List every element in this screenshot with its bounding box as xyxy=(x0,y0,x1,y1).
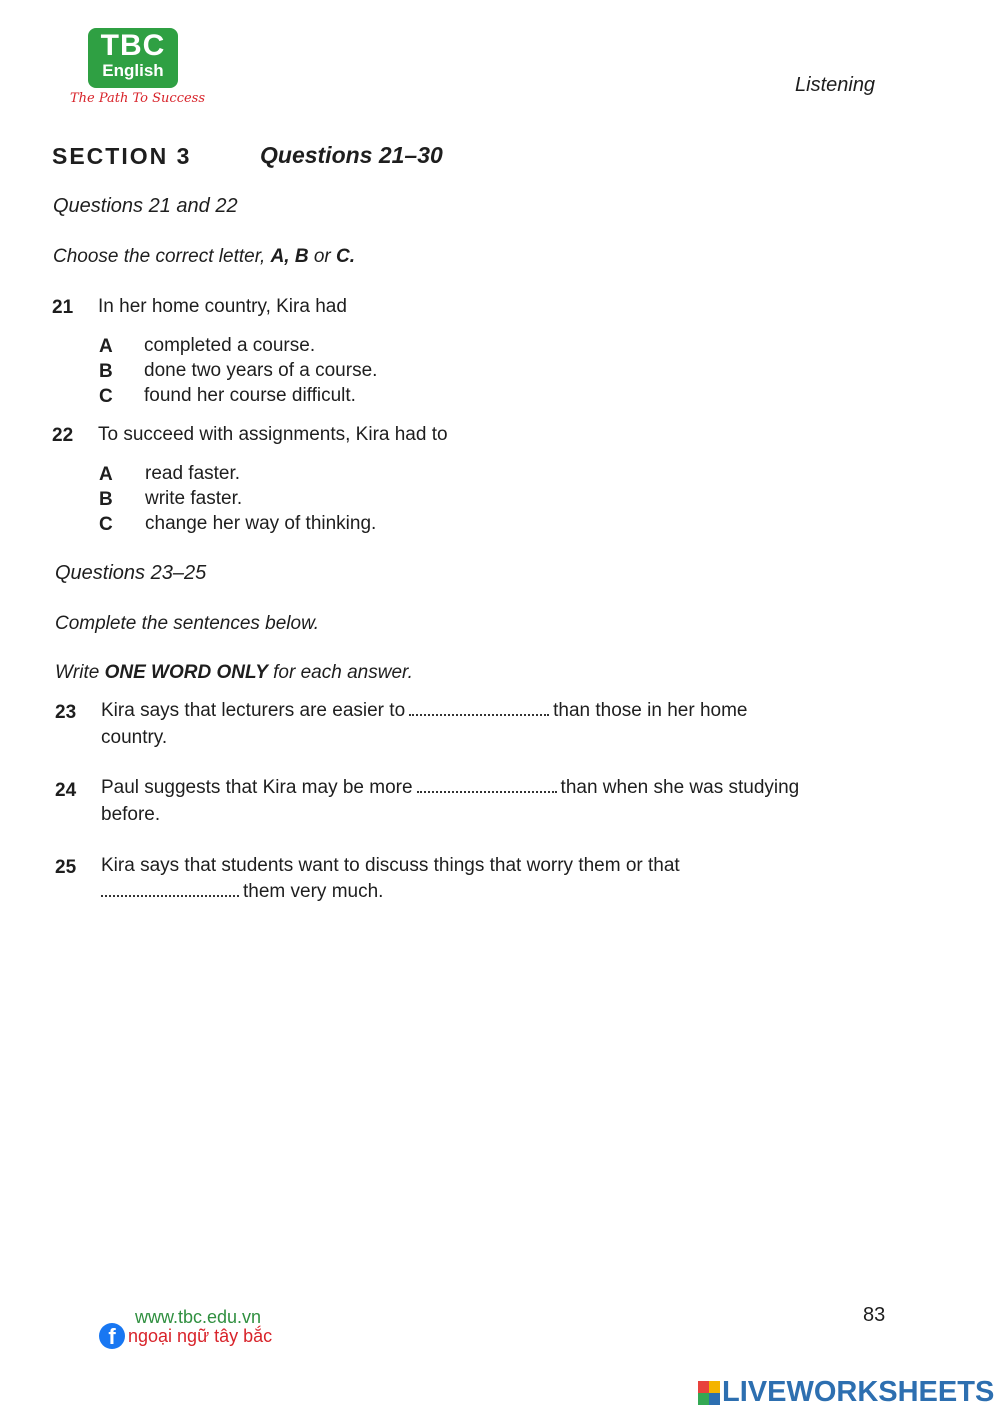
answer-blank-25[interactable] xyxy=(101,881,239,897)
option-letter: C xyxy=(99,514,113,535)
option-letter: B xyxy=(99,489,113,510)
question-text: In her home country, Kira had xyxy=(98,296,347,317)
instruction-write: Write xyxy=(55,662,105,683)
part2-instruction2 xyxy=(55,662,413,684)
instruction-for-each: for each answer. xyxy=(267,662,413,683)
liveworksheets-brand: LIVEWORKSHEETS xyxy=(722,1376,995,1408)
sentence-before: Kira says that lecturers are easier to xyxy=(101,700,406,721)
part2-instruction1: Complete the sentences below. xyxy=(55,613,320,634)
sentence-continuation: country. xyxy=(101,727,168,748)
option-letter: B xyxy=(99,361,113,382)
question-text: To succeed with assignments, Kira had to xyxy=(98,424,448,445)
instruction-word-limit: ONE WORD ONLY xyxy=(104,662,268,683)
part1-instruction xyxy=(53,246,355,268)
option-text: read faster. xyxy=(145,463,241,484)
sentence-after: them very much. xyxy=(243,881,384,902)
option-letter: A xyxy=(99,336,113,357)
option-text: done two years of a course. xyxy=(144,360,378,381)
footer-facebook-name: ngoại ngữ tây bắc xyxy=(128,1326,273,1346)
facebook-icon: f xyxy=(99,1323,125,1349)
question-number: 24 xyxy=(55,780,77,801)
question-sentence: Kira says that students want to discuss things that worry them or that xyxy=(101,855,680,876)
part1-heading: Questions 21 and 22 xyxy=(53,195,238,217)
footer-website: www.tbc.edu.vn xyxy=(135,1307,262,1327)
question-sentence xyxy=(101,777,799,799)
answer-blank-24[interactable] xyxy=(417,777,557,793)
option-letter: A xyxy=(99,464,113,485)
option-text: completed a course. xyxy=(144,335,316,356)
instruction-or: or xyxy=(308,246,337,267)
liveworksheets-badge-icon xyxy=(698,1381,720,1405)
sentence-after: than those in her home xyxy=(553,700,748,721)
sentence-continuation: before. xyxy=(101,804,161,825)
part2-heading: Questions 23–25 xyxy=(55,562,207,584)
logo-main-text: TBC xyxy=(100,29,166,62)
question-number: 21 xyxy=(52,297,74,318)
tbc-logo xyxy=(88,28,178,88)
logo-sub-text: English xyxy=(102,61,164,80)
page-number: 83 xyxy=(863,1304,886,1326)
option-text: change her way of thinking. xyxy=(145,513,377,534)
option-text: write faster. xyxy=(145,488,243,509)
option-text: found her course difficult. xyxy=(144,385,356,406)
answer-blank-23[interactable] xyxy=(409,700,549,716)
section-label: SECTION 3 xyxy=(52,143,192,169)
sentence-before: Paul suggests that Kira may be more xyxy=(101,777,413,798)
sentence-continuation xyxy=(101,881,383,903)
logo-tagline: The Path To Success xyxy=(70,91,206,106)
instruction-text: Choose the correct letter, xyxy=(53,246,271,267)
question-number: 25 xyxy=(55,857,77,878)
section-range: Questions 21–30 xyxy=(260,142,443,168)
question-number: 22 xyxy=(52,425,74,446)
question-number: 23 xyxy=(55,702,77,723)
instruction-letters-ab: A, B xyxy=(270,246,309,267)
option-letter: C xyxy=(99,386,113,407)
instruction-letter-c: C. xyxy=(336,246,356,267)
page-header-label: Listening xyxy=(795,74,876,96)
sentence-after: than when she was studying xyxy=(560,777,800,798)
question-sentence xyxy=(101,700,748,722)
